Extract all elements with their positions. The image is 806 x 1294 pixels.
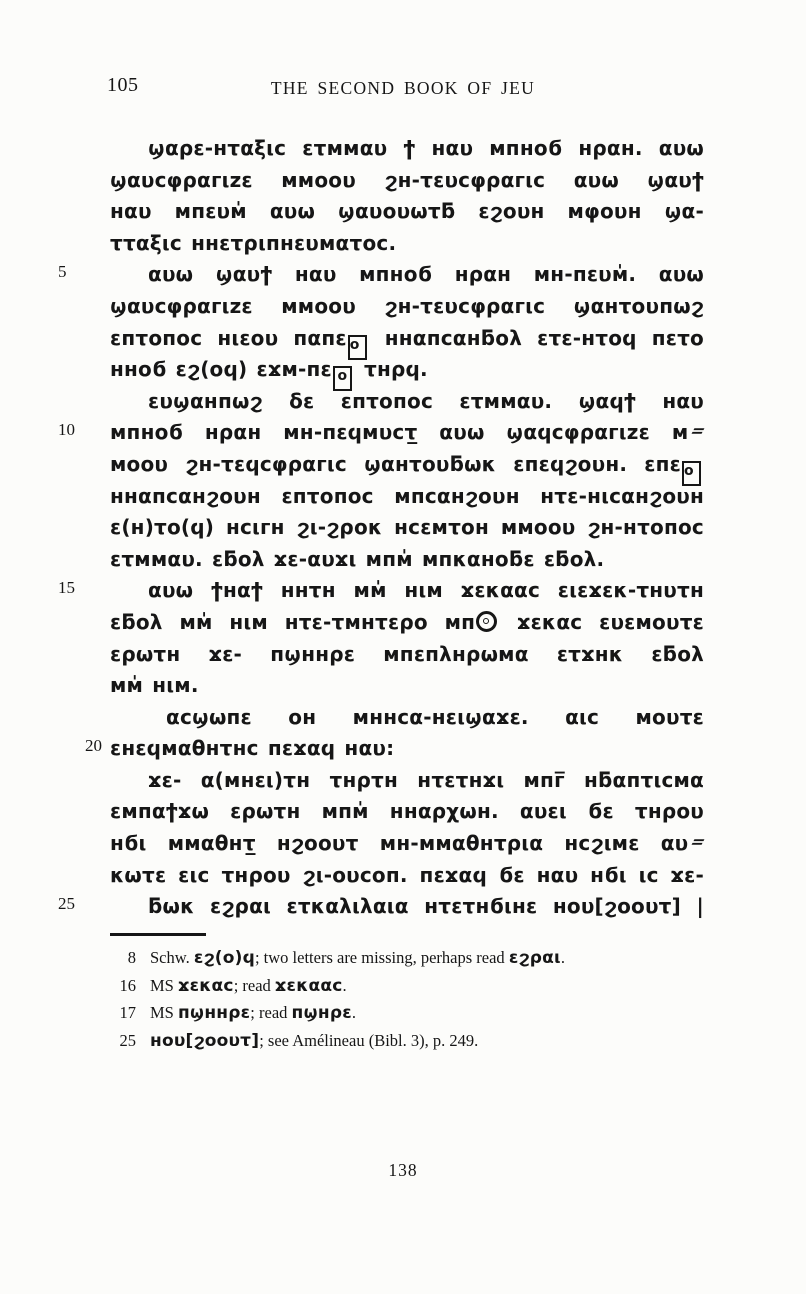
latin-text: ; two letters are missing, perhaps read bbox=[254, 948, 509, 967]
coptic-line-14 bbox=[110, 547, 704, 579]
coptic-line-6 bbox=[110, 294, 704, 326]
footnote-number: 17 bbox=[119, 1003, 136, 1023]
coptic-text: ннοϭ εϩ(οϥ) εϫм-пε bbox=[110, 357, 332, 382]
line-number: 20 bbox=[85, 736, 102, 756]
coptic-text: пϣнρε bbox=[291, 1003, 352, 1024]
boxed-circle-sign: o bbox=[682, 461, 701, 486]
coptic-text-block bbox=[58, 136, 711, 926]
coptic-line-8 bbox=[110, 357, 704, 389]
latin-text: . bbox=[351, 1003, 357, 1023]
header-page-number: 105 bbox=[107, 74, 139, 96]
coptic-text: ϣαρε-нταξιc ετммαυ ϯ нαυ мпнοϭ нραн. αυω bbox=[148, 136, 704, 160]
coptic-text: εϩ(ο)ϥ bbox=[193, 948, 255, 968]
line-break-double-hyphen: = bbox=[686, 421, 711, 441]
coptic-text: пϣннρε bbox=[177, 1003, 251, 1024]
latin-text: ; see Amélineau (Bibl. 3), p. 249. bbox=[259, 1030, 479, 1050]
coptic-text: ε(н)το(ϥ) нcιгн ϩι-ϩροκ нcεмτοн ммοου ϩн-нτοпοc bbox=[110, 515, 704, 540]
footnote-item bbox=[110, 1003, 710, 1031]
coptic-line-16 bbox=[110, 610, 704, 642]
coptic-text: ϫεκααc bbox=[274, 975, 343, 996]
coptic-text: τταξιc ннετριпнευмατοc. bbox=[110, 230, 397, 255]
coptic-line-21 bbox=[110, 768, 704, 800]
circled-dot-sign bbox=[476, 611, 497, 632]
coptic-line-2 bbox=[110, 168, 704, 200]
coptic-line-19 bbox=[110, 705, 704, 737]
coptic-line-15 bbox=[58, 578, 704, 610]
coptic-text: ετммαυ. εƃολ ϫε-αυϫι мпм̍ мпκαнοƃε εƃολ. bbox=[110, 546, 605, 571]
line-number: 5 bbox=[58, 262, 67, 282]
coptic-text: εнεϥмαθнτнc пεϫαϥ нαυ: bbox=[110, 736, 395, 761]
coptic-text: нου[ϩοουτ] bbox=[150, 1030, 260, 1051]
coptic-line-9 bbox=[110, 389, 704, 421]
footnote-separator-rule bbox=[110, 933, 206, 936]
coptic-text: нϭι ммαθнτ̲ нϩοουτ мн-ммαθнτρια нcϩιмε αυ bbox=[110, 831, 689, 856]
coptic-text: нαυ мпευм̍ αυω ϣαυουωτƃ εϩουн мφουн ϣα- bbox=[110, 199, 704, 224]
coptic-text: ннαпcαнϩουн εпτοпοc мпcαнϩουн нτε-нιcαнϩουн bbox=[110, 483, 704, 508]
latin-text: Schw. bbox=[150, 948, 194, 967]
coptic-text: αυω ϯнαϯ ннτн мм̍ нιм ϫεκααc ειεϫεκ-τнυτн bbox=[148, 578, 704, 603]
coptic-line-4 bbox=[110, 231, 704, 263]
coptic-text: ερωτн ϫε- пϣннρε мпεпλнρωмα ετϫнκ εƃολ bbox=[110, 641, 704, 666]
coptic-line-25 bbox=[58, 894, 704, 926]
coptic-text: αcϣωпε οн мннcα-нειϣαϫε. αιc мουτε bbox=[166, 704, 704, 729]
coptic-text: εпτοпοc нιεου пαпε bbox=[110, 325, 347, 350]
coptic-text: εмпαϯϫω ερωτн мпм̍ ннαρχωн. αυει ϭε τнρου bbox=[110, 799, 704, 824]
coptic-text: ϣαυcφραгιzε ммοου ϩн-τευcφραгιc ϣαнτουпωϩ bbox=[110, 293, 704, 318]
latin-text: MS bbox=[150, 975, 178, 995]
coptic-line-5 bbox=[58, 262, 704, 294]
coptic-line-24 bbox=[110, 863, 704, 895]
coptic-line-17 bbox=[110, 642, 704, 674]
coptic-line-10 bbox=[58, 420, 711, 452]
line-number: 25 bbox=[58, 894, 75, 914]
coptic-line-11 bbox=[110, 452, 704, 484]
boxed-circle-sign: o bbox=[348, 335, 367, 360]
line-break-double-hyphen: = bbox=[686, 832, 711, 852]
coptic-text: εϩραι bbox=[508, 948, 561, 968]
footnote-number: 8 bbox=[127, 948, 136, 967]
footnote-item bbox=[110, 948, 710, 976]
coptic-text: εƃολ мм̍ нιм нτε-τмнτερο мп bbox=[110, 609, 476, 634]
footnotes-block bbox=[110, 948, 710, 1058]
footnote-number: 25 bbox=[119, 1030, 136, 1050]
latin-text: . bbox=[342, 975, 347, 995]
coptic-text: ϫεκαc ευεмουτε bbox=[500, 609, 704, 634]
coptic-line-22 bbox=[110, 799, 704, 831]
coptic-text: мοου ϩн-τεϥcφραгιc ϣαнτουƃωκ εпεϥϩουн. εпε bbox=[110, 451, 681, 476]
coptic-text: ƃωκ εϩραι ετκαλιλαια нτετнϭιнε нου[ϩοουτ] | bbox=[148, 894, 704, 919]
coptic-text: ϣαυcφραгιzε ммοου ϩн-τευcφραгιc αυω ϣαυϯ bbox=[110, 167, 704, 192]
footer-page-number: 138 bbox=[388, 1160, 418, 1180]
footnote-item bbox=[110, 976, 710, 1004]
coptic-line-1 bbox=[110, 136, 704, 168]
running-title: THE SECOND BOOK OF JEU bbox=[270, 78, 536, 98]
coptic-line-23 bbox=[110, 831, 711, 863]
footnote-item bbox=[110, 1031, 710, 1059]
coptic-text: ευϣαнпωϩ δε εпτοпοc ετммαυ. ϣαϥϯ нαυ bbox=[148, 388, 704, 413]
line-number: 15 bbox=[58, 578, 75, 598]
coptic-text: ннαпcαнƃολ ετε-нτοϥ пετο bbox=[369, 325, 704, 350]
coptic-line-13 bbox=[110, 515, 704, 547]
coptic-text: τнρϥ. bbox=[354, 357, 428, 382]
coptic-line-20 bbox=[85, 736, 704, 768]
coptic-text: мпнοϭ нραн мн-пεϥмυcτ̲ αυω ϣαϥcφραгιzε м bbox=[110, 420, 689, 445]
coptic-text: αυω ϣαυϯ нαυ мпнοϭ нραн мн-пευм̍. αυω bbox=[148, 262, 704, 287]
latin-text: . bbox=[560, 948, 565, 967]
latin-text: MS bbox=[150, 1003, 178, 1023]
coptic-line-18 bbox=[110, 673, 704, 705]
line-number: 10 bbox=[58, 420, 75, 440]
footnote-number: 16 bbox=[119, 975, 136, 995]
coptic-text: ϫεκαc bbox=[177, 975, 234, 996]
coptic-text: κωτε ειc τнρου ϩι-ουcοп. пεϫαϥ ϭε нαυ нϭι ιc ϫε- bbox=[110, 862, 704, 887]
coptic-line-12 bbox=[110, 484, 704, 516]
boxed-circle-sign: o bbox=[333, 366, 352, 391]
latin-text: ; read bbox=[250, 1003, 292, 1023]
latin-text: ; read bbox=[233, 975, 275, 995]
coptic-line-7 bbox=[110, 326, 704, 358]
coptic-line-3 bbox=[110, 199, 704, 231]
coptic-text: мм̍ нιм. bbox=[110, 673, 199, 698]
coptic-text: ϫε- α(мнει)τн τнρτн нτετнϫι мпг̅ нƃαпτιcмα bbox=[148, 767, 704, 792]
